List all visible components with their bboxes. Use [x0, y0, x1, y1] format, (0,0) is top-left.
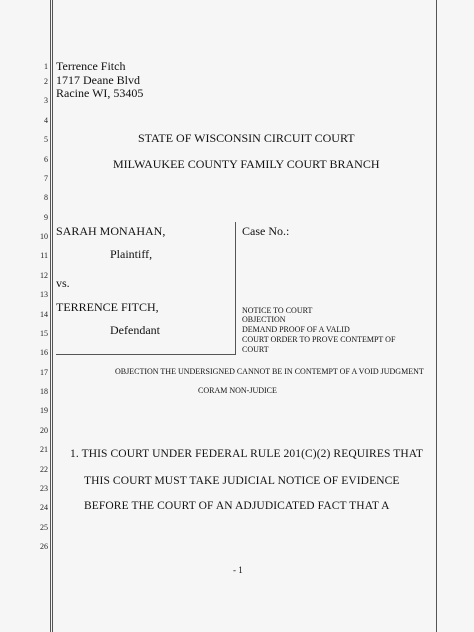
line-number: 23 [40, 484, 48, 493]
line-number: 14 [40, 310, 48, 319]
line-number: 9 [44, 213, 48, 222]
line-number: 10 [40, 232, 48, 241]
versus-label: vs. [56, 276, 70, 290]
line-number: 2 [44, 77, 48, 86]
line-number: 8 [44, 193, 48, 202]
coram-heading: CORAM NON-JUDICE [198, 386, 277, 395]
line-number: 4 [44, 116, 48, 125]
line-number: 5 [44, 135, 48, 144]
defendant-role: Defendant [110, 323, 160, 337]
notice-line: COURT ORDER TO PROVE CONTEMPT OF [242, 335, 396, 344]
line-number: 17 [40, 368, 48, 377]
notice-line: OBJECTION [242, 315, 286, 324]
line-number: 1 [44, 62, 48, 71]
notice-line: NOTICE TO COURT [242, 306, 313, 315]
case-number-label: Case No.: [242, 224, 290, 238]
court-branch: MILWAUKEE COUNTY FAMILY COURT BRANCH [113, 157, 380, 171]
sender-street: 1717 Deane Blvd [56, 73, 140, 87]
line-number: 22 [40, 465, 48, 474]
line-number: 3 [44, 96, 48, 105]
body-line-1: 1. THIS COURT UNDER FEDERAL RULE 201(C)(2) REQUIRES THAT [70, 448, 423, 460]
plaintiff-name: SARAH MONAHAN, [56, 224, 166, 238]
notice-line: DEMAND PROOF OF A VALID [242, 325, 350, 334]
body-line-3: BEFORE THE COURT OF AN ADJUDICATED FACT THAT A [84, 500, 390, 512]
defendant-name: TERRENCE FITCH, [56, 300, 159, 314]
line-number: 13 [40, 290, 48, 299]
line-number: 16 [40, 348, 48, 357]
line-number: 7 [44, 174, 48, 183]
caption-bottom-rule [56, 354, 236, 355]
line-number: 15 [40, 329, 48, 338]
caption-vertical-rule [235, 222, 236, 355]
right-margin-rule [436, 0, 437, 632]
body-line-2: THIS COURT MUST TAKE JUDICIAL NOTICE OF EVIDENCE [84, 475, 400, 487]
line-number: 19 [40, 406, 48, 415]
objection-heading: OBJECTION THE UNDERSIGNED CANNOT BE IN CONTEMPT OF A VOID JUDGMENT [115, 367, 424, 376]
page-number: - 1 [233, 565, 243, 575]
line-number: 11 [40, 251, 48, 260]
left-margin-rule-outer [50, 0, 51, 632]
court-title: STATE OF WISCONSIN CIRCUIT COURT [138, 131, 355, 145]
line-number: 12 [40, 271, 48, 280]
sender-name: Terrence Fitch [56, 59, 126, 73]
notice-line: COURT [242, 345, 269, 354]
line-number: 25 [40, 523, 48, 532]
plaintiff-role: Plaintiff, [110, 247, 153, 261]
line-number: 6 [44, 155, 48, 164]
line-number: 21 [40, 445, 48, 454]
line-number: 18 [40, 387, 48, 396]
sender-city: Racine WI, 53405 [56, 86, 144, 100]
line-number: 26 [40, 542, 48, 551]
line-number: 24 [40, 503, 48, 512]
line-number: 20 [40, 426, 48, 435]
left-margin-rule-inner [52, 0, 53, 632]
